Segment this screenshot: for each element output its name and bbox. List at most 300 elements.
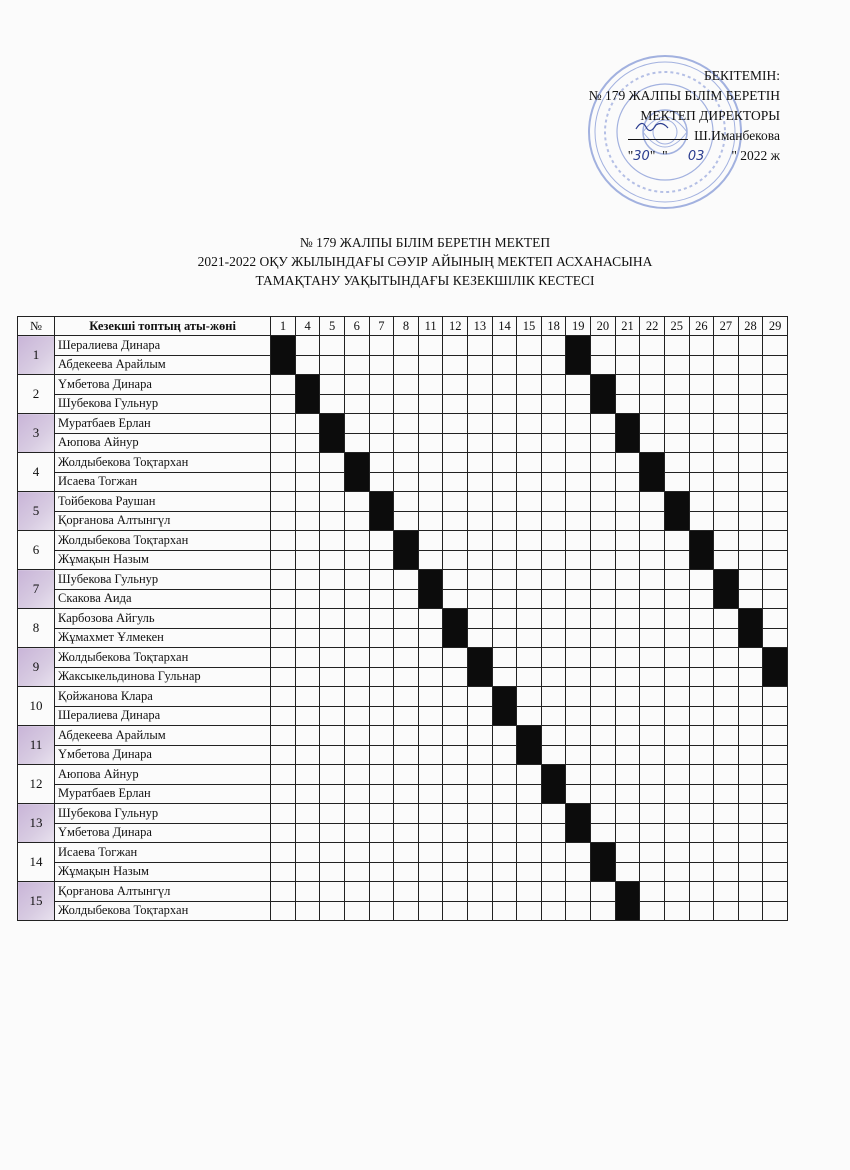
- schedule-cell: [689, 706, 714, 726]
- schedule-cell: [541, 453, 566, 473]
- schedule-cell: [714, 609, 739, 629]
- schedule-cell: [492, 492, 517, 512]
- member-name: Жұмақын Назым: [55, 550, 271, 570]
- schedule-cell: [738, 726, 763, 746]
- schedule-cell: [418, 355, 443, 375]
- schedule-cell: [566, 745, 591, 765]
- schedule-cell: [320, 765, 345, 785]
- schedule-cell: [394, 570, 419, 590]
- schedule-cell: [615, 648, 640, 668]
- schedule-cell: [541, 375, 566, 395]
- schedule-cell: [640, 804, 665, 824]
- day-header: 20: [591, 317, 616, 336]
- schedule-cell: [492, 882, 517, 902]
- group-number: 12: [18, 765, 55, 804]
- schedule-cell: [468, 375, 493, 395]
- schedule-cell: [664, 823, 689, 843]
- schedule-cell: [689, 453, 714, 473]
- director-name: Ш.Иманбекова: [694, 128, 780, 143]
- schedule-cell: [541, 862, 566, 882]
- schedule-cell: [443, 570, 468, 590]
- schedule-cell: [344, 531, 369, 551]
- title-line-2: 2021-2022 ОҚУ ЖЫЛЫНДАҒЫ СӘУІР АЙЫНЫҢ МЕКТЕП АСХАНАСЫНА: [197, 254, 653, 269]
- schedule-cell: [295, 745, 320, 765]
- schedule-cell: [468, 570, 493, 590]
- schedule-cell: [689, 901, 714, 921]
- schedule-cell: [615, 511, 640, 531]
- schedule-cell: [640, 745, 665, 765]
- schedule-cell: [443, 745, 468, 765]
- schedule-cell: [468, 823, 493, 843]
- schedule-cell: [394, 628, 419, 648]
- schedule-cell: [418, 511, 443, 531]
- schedule-cell: [320, 823, 345, 843]
- schedule-cell: [763, 862, 788, 882]
- member-name: Абдекеева Арайлым: [55, 726, 271, 746]
- schedule-cell: [738, 901, 763, 921]
- schedule-cell: [369, 726, 394, 746]
- schedule-cell: [664, 804, 689, 824]
- schedule-cell: [418, 706, 443, 726]
- schedule-cell: [418, 375, 443, 395]
- schedule-cell: [640, 628, 665, 648]
- schedule-cell: [492, 862, 517, 882]
- schedule-cell: [320, 336, 345, 356]
- schedule-cell: [640, 901, 665, 921]
- schedule-cell: [271, 687, 296, 707]
- table-row: [18, 784, 788, 804]
- schedule-cell: [714, 628, 739, 648]
- schedule-cell: [738, 433, 763, 453]
- schedule-cell: [591, 609, 616, 629]
- schedule-cell: [640, 336, 665, 356]
- schedule-cell: [443, 687, 468, 707]
- table-row: [18, 492, 788, 512]
- schedule-cell: [394, 648, 419, 668]
- schedule-cell: [468, 414, 493, 434]
- schedule-cell: [664, 745, 689, 765]
- schedule-cell: [541, 492, 566, 512]
- schedule-cell: [738, 706, 763, 726]
- day-header: 21: [615, 317, 640, 336]
- schedule-cell: [640, 414, 665, 434]
- group-number: 6: [18, 531, 55, 570]
- table-row: [18, 843, 788, 863]
- schedule-cell: [492, 472, 517, 492]
- schedule-cell: [541, 804, 566, 824]
- schedule-cell: [689, 336, 714, 356]
- schedule-cell: [295, 765, 320, 785]
- schedule-cell: [763, 433, 788, 453]
- schedule-cell: [418, 609, 443, 629]
- schedule-cell: [418, 901, 443, 921]
- schedule-cell: [763, 336, 788, 356]
- schedule-cell: [763, 745, 788, 765]
- schedule-cell: [492, 531, 517, 551]
- schedule-cell: [615, 745, 640, 765]
- schedule-cell: [615, 472, 640, 492]
- table-row: [18, 706, 788, 726]
- schedule-cell: [689, 394, 714, 414]
- day-header: 1: [271, 317, 296, 336]
- day-header: 26: [689, 317, 714, 336]
- schedule-cell: [492, 628, 517, 648]
- schedule-cell: [566, 667, 591, 687]
- schedule-cell: [664, 784, 689, 804]
- schedule-cell: [566, 862, 591, 882]
- schedule-cell: [443, 433, 468, 453]
- schedule-cell: [271, 453, 296, 473]
- table-row: [18, 570, 788, 590]
- schedule-cell: [763, 687, 788, 707]
- schedule-cell: [468, 453, 493, 473]
- schedule-cell: [492, 726, 517, 746]
- schedule-cell: [394, 472, 419, 492]
- schedule-cell: [344, 336, 369, 356]
- schedule-cell: [714, 882, 739, 902]
- schedule-cell: [369, 765, 394, 785]
- schedule-cell: [664, 336, 689, 356]
- schedule-cell: [418, 843, 443, 863]
- schedule-cell: [271, 472, 296, 492]
- schedule-cell: [418, 394, 443, 414]
- schedule-cell: [468, 511, 493, 531]
- schedule-cell: [443, 492, 468, 512]
- schedule-cell: [591, 531, 616, 551]
- table-row: [18, 628, 788, 648]
- member-name: Муратбаев Ерлан: [55, 414, 271, 434]
- schedule-cell: [689, 414, 714, 434]
- schedule-cell: [541, 355, 566, 375]
- schedule-cell: [541, 745, 566, 765]
- schedule-cell: [714, 706, 739, 726]
- schedule-cell: [443, 394, 468, 414]
- schedule-cell: [591, 355, 616, 375]
- schedule-cell: [615, 667, 640, 687]
- schedule-cell: [714, 492, 739, 512]
- schedule-cell: [591, 726, 616, 746]
- schedule-cell: [738, 765, 763, 785]
- schedule-cell: [271, 570, 296, 590]
- day-header: 18: [541, 317, 566, 336]
- group-number: 10: [18, 687, 55, 726]
- schedule-cell: [566, 550, 591, 570]
- schedule-cell: [689, 862, 714, 882]
- table-row: [18, 453, 788, 473]
- schedule-cell: [640, 765, 665, 785]
- schedule-cell: [738, 492, 763, 512]
- schedule-cell: [468, 550, 493, 570]
- schedule-cell: [492, 823, 517, 843]
- schedule-cell: [394, 667, 419, 687]
- schedule-cell: [344, 745, 369, 765]
- schedule-cell: [369, 784, 394, 804]
- schedule-cell: [443, 784, 468, 804]
- schedule-cell: [320, 511, 345, 531]
- schedule-cell: [492, 589, 517, 609]
- schedule-cell: [689, 589, 714, 609]
- schedule-cell: [714, 414, 739, 434]
- schedule-cell: [640, 823, 665, 843]
- group-number: 5: [18, 492, 55, 531]
- duty-cell-filled: [566, 336, 591, 375]
- member-name: Үмбетова Динара: [55, 745, 271, 765]
- schedule-cell: [517, 472, 542, 492]
- schedule-cell: [344, 609, 369, 629]
- duty-cell-filled: [664, 492, 689, 531]
- schedule-cell: [394, 687, 419, 707]
- schedule-cell: [369, 609, 394, 629]
- schedule-cell: [714, 453, 739, 473]
- duty-cell-filled: [591, 375, 616, 414]
- table-row: [18, 336, 788, 356]
- schedule-cell: [763, 394, 788, 414]
- schedule-cell: [689, 375, 714, 395]
- schedule-cell: [664, 589, 689, 609]
- schedule-cell: [271, 843, 296, 863]
- schedule-cell: [418, 550, 443, 570]
- schedule-cell: [615, 843, 640, 863]
- schedule-cell: [640, 784, 665, 804]
- schedule-cell: [591, 414, 616, 434]
- schedule-cell: [566, 511, 591, 531]
- schedule-cell: [295, 550, 320, 570]
- schedule-cell: [320, 609, 345, 629]
- member-name: Муратбаев Ерлан: [55, 784, 271, 804]
- schedule-cell: [468, 706, 493, 726]
- schedule-cell: [763, 375, 788, 395]
- approval-school: № 179 ЖАЛПЫ БІЛІМ БЕРЕТІН: [588, 88, 780, 103]
- schedule-cell: [344, 589, 369, 609]
- day-header: 7: [369, 317, 394, 336]
- schedule-cell: [664, 531, 689, 551]
- table-row: [18, 862, 788, 882]
- duty-cell-filled: [615, 882, 640, 921]
- schedule-cell: [541, 706, 566, 726]
- schedule-cell: [295, 414, 320, 434]
- schedule-cell: [369, 414, 394, 434]
- schedule-cell: [344, 375, 369, 395]
- schedule-cell: [689, 433, 714, 453]
- schedule-cell: [295, 531, 320, 551]
- group-number: 13: [18, 804, 55, 843]
- schedule-cell: [344, 843, 369, 863]
- schedule-cell: [468, 531, 493, 551]
- schedule-cell: [394, 882, 419, 902]
- schedule-cell: [418, 531, 443, 551]
- schedule-cell: [689, 823, 714, 843]
- schedule-cell: [517, 784, 542, 804]
- schedule-cell: [418, 726, 443, 746]
- schedule-cell: [517, 550, 542, 570]
- schedule-cell: [615, 336, 640, 356]
- duty-cell-filled: [640, 453, 665, 492]
- group-number: 2: [18, 375, 55, 414]
- schedule-cell: [418, 784, 443, 804]
- schedule-cell: [443, 589, 468, 609]
- schedule-cell: [295, 726, 320, 746]
- schedule-cell: [369, 823, 394, 843]
- schedule-cell: [295, 804, 320, 824]
- schedule-cell: [541, 589, 566, 609]
- schedule-cell: [763, 531, 788, 551]
- schedule-cell: [295, 433, 320, 453]
- schedule-cell: [443, 823, 468, 843]
- schedule-cell: [271, 550, 296, 570]
- schedule-cell: [640, 726, 665, 746]
- schedule-cell: [714, 745, 739, 765]
- schedule-cell: [763, 414, 788, 434]
- schedule-cell: [492, 511, 517, 531]
- schedule-cell: [517, 843, 542, 863]
- schedule-cell: [615, 570, 640, 590]
- schedule-cell: [517, 492, 542, 512]
- schedule-cell: [615, 375, 640, 395]
- schedule-cell: [664, 726, 689, 746]
- schedule-cell: [689, 355, 714, 375]
- schedule-cell: [541, 472, 566, 492]
- schedule-cell: [492, 648, 517, 668]
- schedule-cell: [344, 823, 369, 843]
- schedule-cell: [443, 901, 468, 921]
- group-number: 14: [18, 843, 55, 882]
- schedule-cell: [344, 667, 369, 687]
- schedule-cell: [369, 394, 394, 414]
- schedule-cell: [714, 550, 739, 570]
- schedule-cell: [344, 414, 369, 434]
- schedule-cell: [394, 901, 419, 921]
- member-name: Шубекова Гульнур: [55, 570, 271, 590]
- duty-cell-filled: [714, 570, 739, 609]
- schedule-cell: [295, 589, 320, 609]
- duty-cell-filled: [763, 648, 788, 687]
- schedule-cell: [541, 433, 566, 453]
- schedule-cell: [418, 804, 443, 824]
- member-name: Шубекова Гульнур: [55, 394, 271, 414]
- schedule-cell: [664, 550, 689, 570]
- schedule-cell: [517, 433, 542, 453]
- schedule-cell: [541, 901, 566, 921]
- member-name: Үмбетова Динара: [55, 375, 271, 395]
- schedule-cell: [271, 609, 296, 629]
- schedule-cell: [664, 414, 689, 434]
- schedule-cell: [295, 862, 320, 882]
- schedule-cell: [714, 511, 739, 531]
- schedule-cell: [271, 628, 296, 648]
- schedule-cell: [763, 882, 788, 902]
- schedule-cell: [591, 550, 616, 570]
- schedule-cell: [615, 804, 640, 824]
- schedule-cell: [418, 765, 443, 785]
- table-row: [18, 375, 788, 395]
- schedule-cell: [541, 648, 566, 668]
- schedule-cell: [394, 336, 419, 356]
- group-number: 8: [18, 609, 55, 648]
- schedule-cell: [295, 355, 320, 375]
- schedule-cell: [714, 784, 739, 804]
- schedule-cell: [295, 628, 320, 648]
- table-row: [18, 589, 788, 609]
- schedule-cell: [640, 706, 665, 726]
- member-name: Шубекова Гульнур: [55, 804, 271, 824]
- schedule-cell: [640, 433, 665, 453]
- schedule-cell: [320, 667, 345, 687]
- schedule-cell: [320, 745, 345, 765]
- schedule-cell: [344, 862, 369, 882]
- schedule-cell: [640, 667, 665, 687]
- schedule-cell: [591, 765, 616, 785]
- schedule-cell: [763, 472, 788, 492]
- schedule-cell: [714, 433, 739, 453]
- schedule-cell: [369, 648, 394, 668]
- member-name: Исаева Тогжан: [55, 843, 271, 863]
- schedule-cell: [320, 862, 345, 882]
- schedule-cell: [640, 609, 665, 629]
- schedule-cell: [369, 355, 394, 375]
- day-header: 5: [320, 317, 345, 336]
- schedule-cell: [566, 414, 591, 434]
- schedule-cell: [738, 648, 763, 668]
- schedule-cell: [468, 687, 493, 707]
- schedule-cell: [468, 472, 493, 492]
- group-number: 7: [18, 570, 55, 609]
- schedule-cell: [640, 648, 665, 668]
- table-row: [18, 667, 788, 687]
- schedule-cell: [763, 784, 788, 804]
- schedule-cell: [271, 726, 296, 746]
- member-name: Жұмахмет Ұлмекен: [55, 628, 271, 648]
- schedule-cell: [664, 394, 689, 414]
- schedule-cell: [344, 804, 369, 824]
- schedule-cell: [320, 375, 345, 395]
- schedule-cell: [418, 414, 443, 434]
- schedule-cell: [615, 862, 640, 882]
- table-row: [18, 726, 788, 746]
- schedule-cell: [320, 901, 345, 921]
- day-header: 27: [714, 317, 739, 336]
- schedule-cell: [369, 862, 394, 882]
- member-name: Жаксыкельдинова Гульнар: [55, 667, 271, 687]
- schedule-cell: [640, 862, 665, 882]
- schedule-cell: [443, 765, 468, 785]
- schedule-cell: [271, 375, 296, 395]
- schedule-cell: [492, 784, 517, 804]
- schedule-cell: [738, 511, 763, 531]
- day-header: 13: [468, 317, 493, 336]
- day-header: 25: [664, 317, 689, 336]
- schedule-cell: [591, 901, 616, 921]
- schedule-cell: [566, 570, 591, 590]
- schedule-cell: [344, 706, 369, 726]
- document-title: [0, 233, 850, 290]
- schedule-cell: [344, 726, 369, 746]
- schedule-cell: [320, 492, 345, 512]
- schedule-cell: [492, 901, 517, 921]
- schedule-cell: [468, 745, 493, 765]
- day-header: 22: [640, 317, 665, 336]
- schedule-cell: [320, 687, 345, 707]
- schedule-cell: [271, 901, 296, 921]
- member-name: Жолдыбекова Тоқтархан: [55, 901, 271, 921]
- schedule-cell: [689, 667, 714, 687]
- schedule-cell: [738, 375, 763, 395]
- schedule-cell: [566, 531, 591, 551]
- schedule-cell: [664, 765, 689, 785]
- schedule-cell: [689, 472, 714, 492]
- member-name: Шералиева Динара: [55, 336, 271, 356]
- schedule-cell: [541, 336, 566, 356]
- duty-cell-filled: [418, 570, 443, 609]
